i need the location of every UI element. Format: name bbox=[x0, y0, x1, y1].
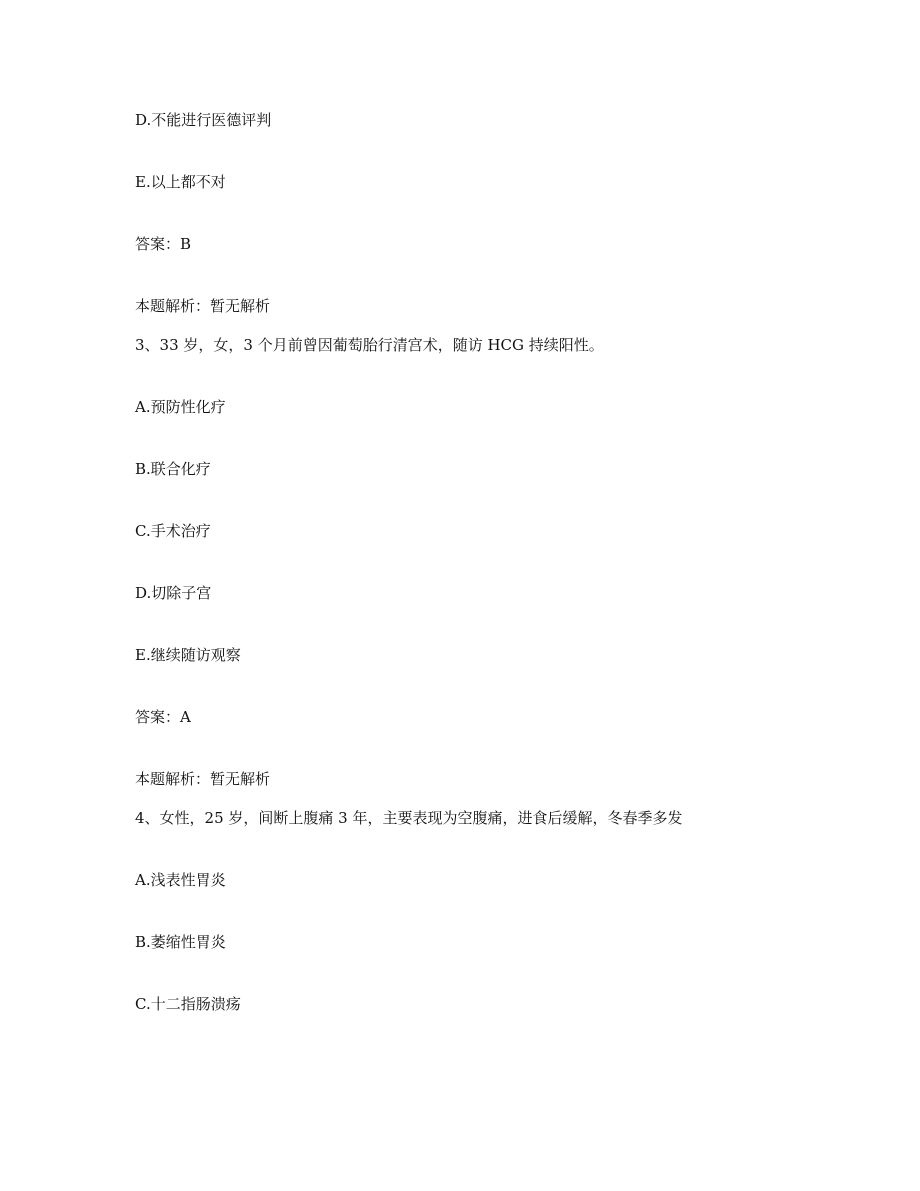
q4-option-a: A.浅表性胃炎 bbox=[135, 871, 226, 889]
q3-option-e: E.继续随访观察 bbox=[135, 646, 241, 664]
q3-option-c: C.手术治疗 bbox=[135, 522, 211, 540]
q3-option-b: B.联合化疗 bbox=[135, 460, 211, 478]
q2-option-d: D.不能进行医德评判 bbox=[135, 111, 272, 129]
q2-answer: 答案：B bbox=[135, 235, 192, 253]
q4-stem: 4、女性，25 岁，间断上腹痛 3 年，主要表现为空腹痛，进食后缓解，冬春季多发 bbox=[135, 809, 683, 827]
q3-stem: 3、33 岁，女，3 个月前曾因葡萄胎行清宫术，随访 HCG 持续阳性。 bbox=[135, 336, 604, 354]
q3-analysis: 本题解析：暂无解析 bbox=[135, 770, 271, 788]
q3-answer: 答案：A bbox=[135, 708, 191, 726]
q3-option-d: D.切除子宫 bbox=[135, 584, 212, 602]
q3-option-a: A.预防性化疗 bbox=[135, 398, 226, 416]
q4-option-b: B.萎缩性胃炎 bbox=[135, 933, 226, 951]
q2-option-e: E.以上都不对 bbox=[135, 173, 226, 191]
q4-option-c: C.十二指肠溃疡 bbox=[135, 995, 241, 1013]
q2-analysis: 本题解析：暂无解析 bbox=[135, 297, 271, 315]
